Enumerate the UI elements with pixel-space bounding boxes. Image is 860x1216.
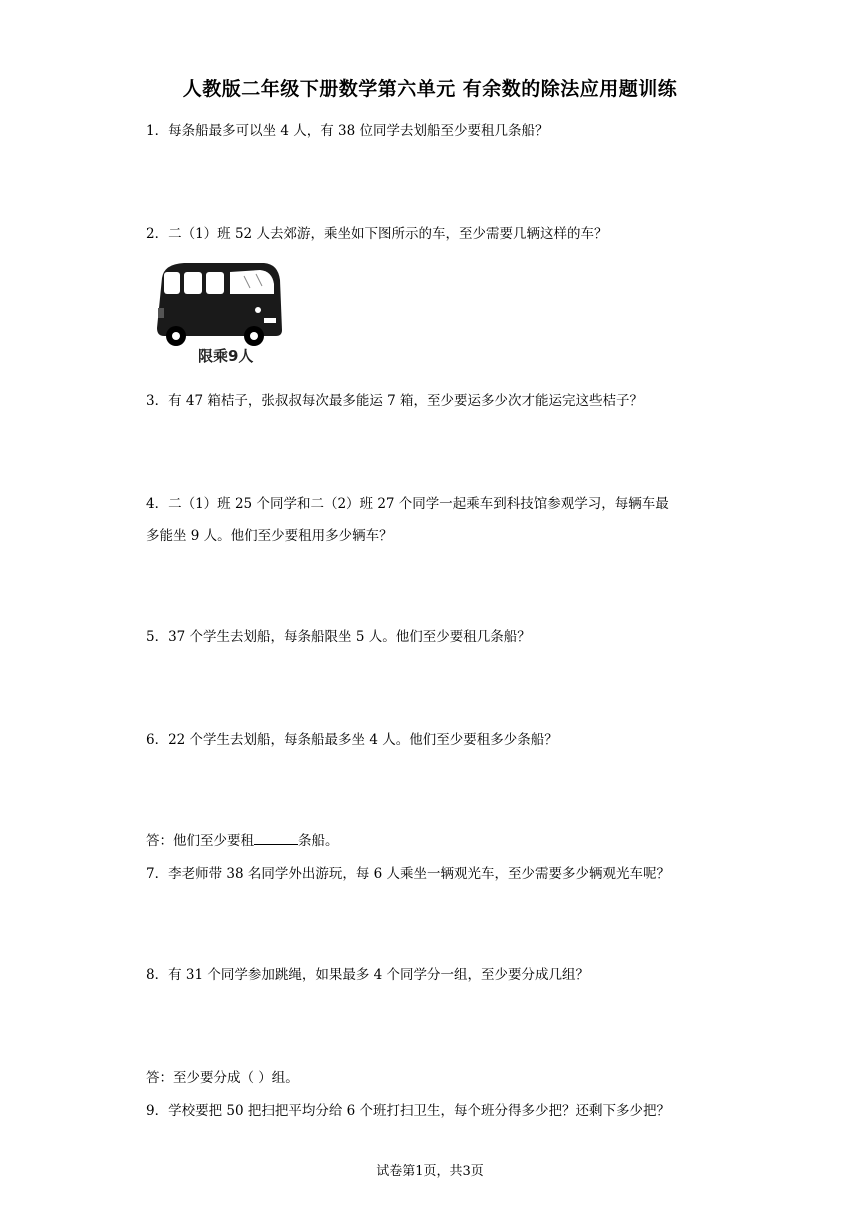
question-4-line-1: 4．二（1）班 25 个同学和二（2）班 27 个同学一起乘车到科技馆参观学习，每辆车最 [146, 496, 669, 512]
question-7: 7．李老师带 38 名同学外出游玩，每 6 人乘坐一辆观光车，至少需要多少辆观光车呢？ [146, 866, 671, 882]
answer-8: 答：至少要分成（ ）组。 [146, 1070, 299, 1086]
question-9: 9．学校要把 50 把扫把平均分给 6 个班打扫卫生，每个班分得多少把？还剩下多少把？ [146, 1103, 671, 1119]
answer-6-suffix: 条船。 [298, 833, 339, 849]
question-2: 2．二（1）班 52 人去郊游，乘坐如下图所示的车，至少需要几辆这样的车？ [146, 226, 608, 242]
answer-blank[interactable] [254, 832, 298, 845]
answer-6-prefix: 答：他们至少要租 [146, 833, 254, 849]
question-4-line-2: 多能坐 9 人。他们至少要租用多少辆车？ [146, 528, 393, 544]
bus-image [154, 258, 284, 368]
bus-label: 限乘9人 [198, 347, 254, 365]
page-footer: 试卷第1页，共3页 [376, 1164, 484, 1179]
question-1: 1．每条船最多可以坐 4 人，有 38 位同学去划船至少要租几条船？ [146, 123, 549, 139]
question-5: 5．37 个学生去划船，每条船限坐 5 人。他们至少要租几条船？ [146, 629, 531, 645]
answer-6 [146, 829, 339, 849]
question-3: 3．有 47 箱桔子，张叔叔每次最多能运 7 箱，至少要运多少次才能运完这些桔子？ [146, 393, 644, 409]
question-8: 8．有 31 个同学参加跳绳，如果最多 4 个同学分一组，至少要分成几组？ [146, 967, 590, 983]
page-title: 人教版二年级下册数学第六单元 有余数的除法应用题训练 [182, 78, 678, 100]
question-6: 6．22 个学生去划船，每条船最多坐 4 人。他们至少要租多少条船？ [146, 732, 558, 748]
